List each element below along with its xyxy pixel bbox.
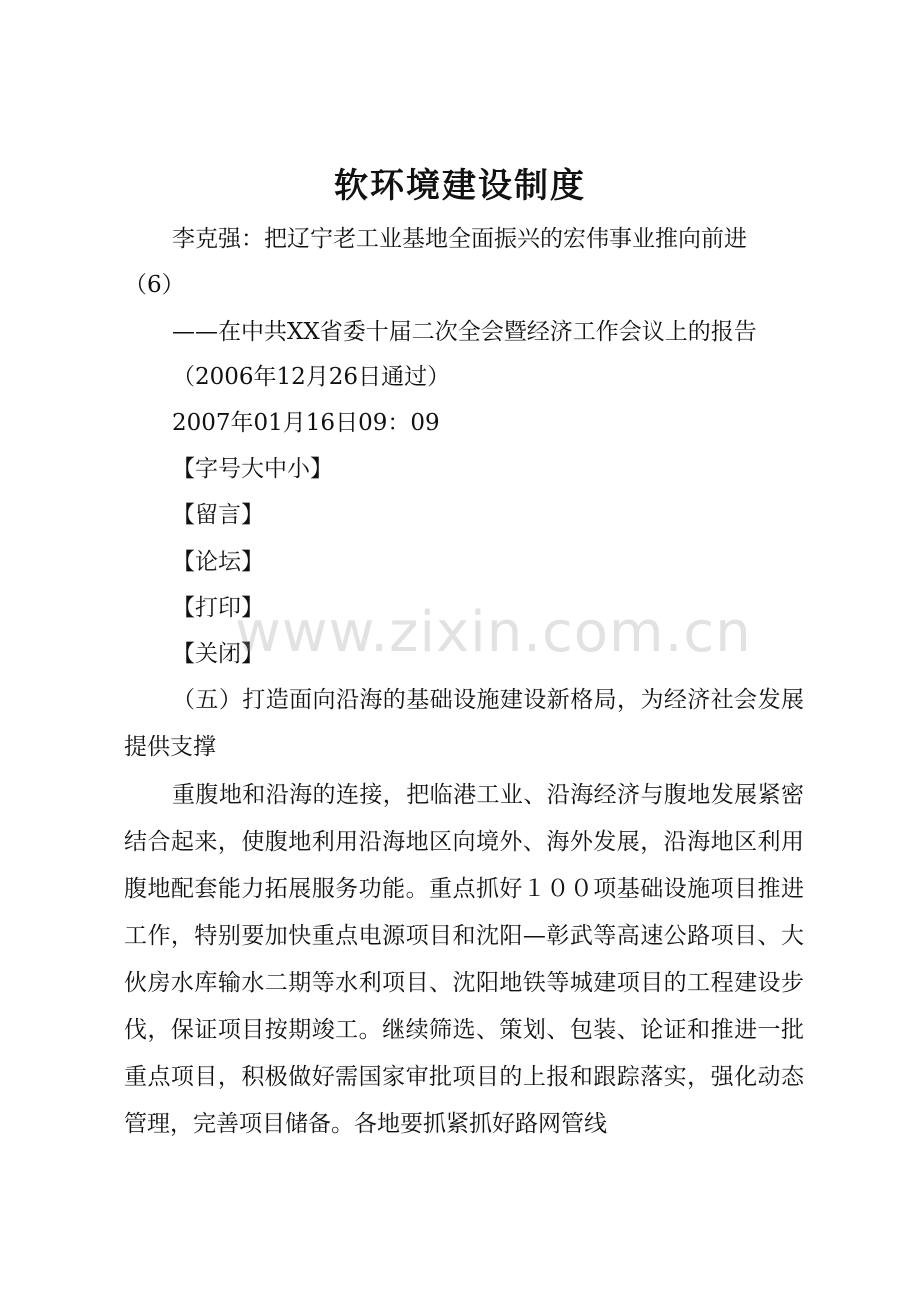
document-title: 软环境建设制度 — [334, 166, 586, 206]
header-line-continuation: （6） — [124, 272, 185, 298]
message-link[interactable]: 【留言】 — [172, 502, 264, 528]
font-size-link[interactable]: 【字号大中小】 — [172, 456, 333, 482]
body-paragraph: 重腹地和沿海的连接，把临港工业、沿海经济与腹地发展紧密结合起来，使腹地利用沿海地区向境外、海外发展，沿海地区利用腹地配套能力拓展服务功能。重点抓好１００项基础设施项目推进工作，特别要加快重点电源项目和沈阳—彰武等高速公路项目、大伙房水库输水二期等水利项目、沈阳地铁等城建项目的工程建设步伐，保证项目按期竣工。继续筛选、策划、包装、论证和推进一批重点项目，积极做好需国家审批项目的上报和跟踪落实，强化动态管理，完善项目储备。各地要抓紧抓好路网管线 — [124, 782, 804, 1137]
passed-date: （2006年12月26日通过） — [172, 364, 451, 390]
section-heading: （五）打造面向沿海的基础设施建设新格局，为经济社会发展提供支撑 — [124, 687, 804, 760]
header-line: 李克强：把辽宁老工业基地全面振兴的宏伟事业推向前进 — [172, 226, 747, 252]
print-link[interactable]: 【打印】 — [172, 595, 264, 621]
forum-link[interactable]: 【论坛】 — [172, 549, 264, 575]
report-subtitle: ——在中共XX省委十届二次全会暨经济工作会议上的报告 — [172, 319, 757, 345]
close-link[interactable]: 【关闭】 — [172, 641, 264, 667]
watermark: www.zixin.com.cn — [235, 600, 752, 665]
publish-timestamp: 2007年01月16日09：09 — [172, 410, 440, 436]
